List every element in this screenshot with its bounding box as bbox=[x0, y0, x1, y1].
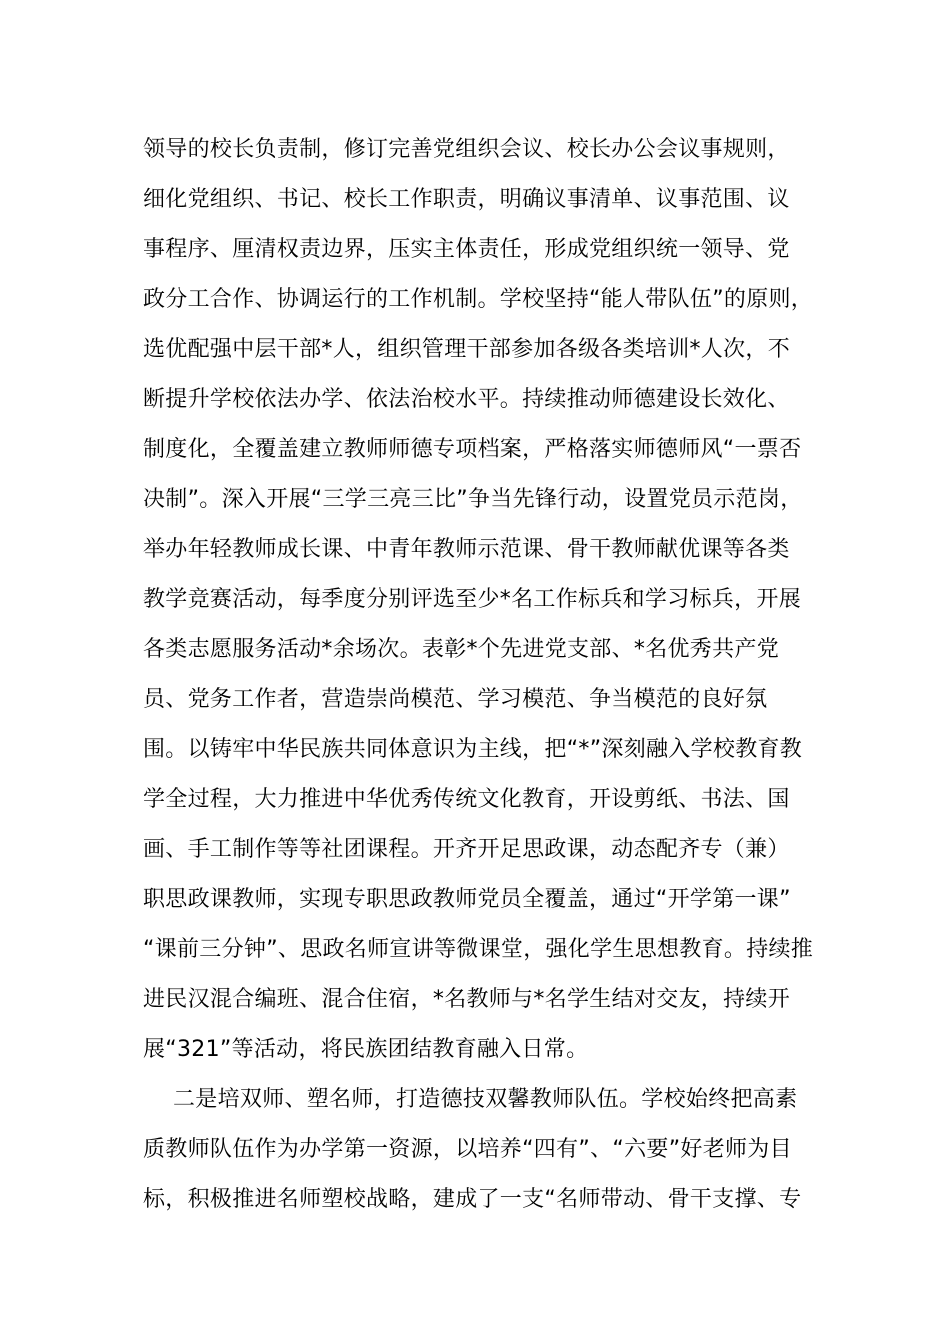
body-text bbox=[143, 125, 813, 1225]
text-line: 进民汉混合编班、混合住宿，*名教师与*名学生结对交友，持续开 bbox=[143, 987, 791, 1012]
text-line: 画、手工制作等等社团课程。开齐开足思政课，动态配齐专（兼） bbox=[143, 837, 790, 862]
text-line: 质教师队伍作为办学第一资源，以培养“四有”、“六要”好老师为目 bbox=[143, 1137, 792, 1162]
text-line: 职思政课教师，实现专职思政教师党员全覆盖，通过“开学第一课” bbox=[143, 887, 791, 912]
text-line: 细化党组织、书记、校长工作职责，明确议事清单、议事范围、议 bbox=[143, 187, 790, 212]
text-line: 政分工合作、协调运行的工作机制。学校坚持“能人带队伍”的原则， bbox=[143, 287, 814, 312]
text-line: 举办年轻教师成长课、中青年教师示范课、骨干教师献优课等各类 bbox=[143, 537, 790, 562]
text-line: 围。以铸牢中华民族共同体意识为主线，把“*”深刻融入学校教育教 bbox=[143, 737, 803, 762]
text-line: 标，积极推进名师塑校战略，建成了一支“名师带动、骨干支撑、专 bbox=[143, 1187, 802, 1212]
text-line: 决制”。深入开展“三学三亮三比”争当先锋行动，设置党员示范岗， bbox=[143, 487, 803, 512]
text-line: 展“321”等活动，将民族团结教育融入日常。 bbox=[143, 1037, 589, 1062]
text-line: 选优配强中层干部*人，组织管理干部参加各级各类培训*人次，不 bbox=[143, 337, 791, 362]
text-line: “课前三分钟”、思政名师宣讲等微课堂，强化学生思想教育。持续推 bbox=[143, 937, 814, 962]
text-line: 领导的校长负责制，修订完善党组织会议、校长办公会议事规则， bbox=[143, 137, 790, 162]
text-line: 事程序、厘清权责边界，压实主体责任，形成党组织统一领导、党 bbox=[143, 237, 790, 262]
text-line: 断提升学校依法办学、依法治校水平。持续推动师德建设长效化、 bbox=[143, 387, 790, 412]
text-line: 制度化，全覆盖建立教师师德专项档案，严格落实师德师风“一票否 bbox=[143, 437, 802, 462]
paragraph-start-line: 二是培双师、塑名师，打造德技双馨教师队伍。学校始终把高素 bbox=[173, 1087, 798, 1112]
text-line: 员、党务工作者，营造崇尚模范、学习模范、争当模范的良好氛 bbox=[143, 687, 768, 712]
text-line: 教学竞赛活动，每季度分别评选至少*名工作标兵和学习标兵，开展 bbox=[143, 587, 802, 612]
text-line: 学全过程，大力推进中华优秀传统文化教育，开设剪纸、书法、国 bbox=[143, 787, 790, 812]
text-line: 各类志愿服务活动*余场次。表彰*个先进党支部、*名优秀共产党 bbox=[143, 637, 780, 662]
